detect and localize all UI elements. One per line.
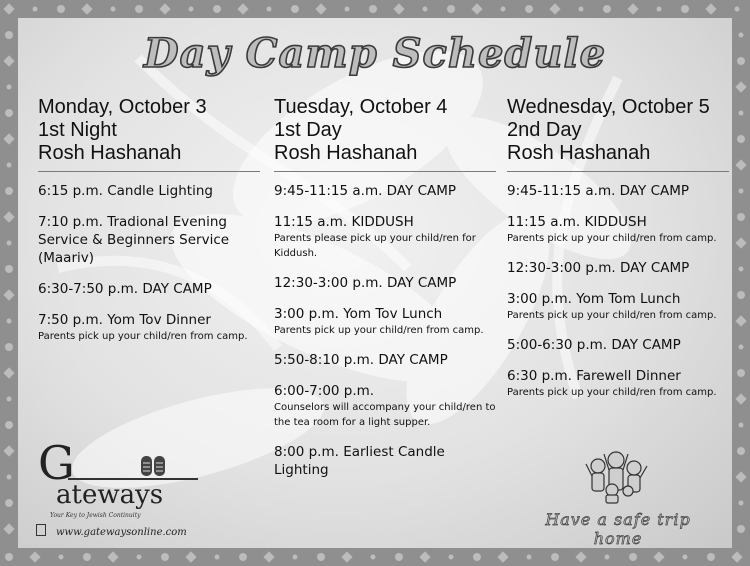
- page-title: Day Camp Schedule: [143, 30, 607, 77]
- schedule-item: [274, 351, 496, 369]
- schedule-item: [507, 367, 729, 400]
- document-icon: [36, 524, 46, 536]
- day-label: 1st Day: [274, 119, 342, 141]
- item-main: 9:45-11:15 a.m. DAY CAMP: [274, 183, 457, 199]
- item-main: 3:00 p.m. Yom Tov Lunch: [274, 306, 443, 322]
- tablets-icon: [138, 450, 168, 478]
- schedule-item: [507, 336, 729, 354]
- item-note: Counselors will accompany your child/ren to the tea room for a light supper.: [274, 402, 496, 428]
- column-header: [507, 96, 729, 172]
- schedule-item: [274, 274, 496, 292]
- item-note: Parents pick up your child/ren from camp.: [507, 387, 717, 398]
- schedule-item: [274, 443, 496, 479]
- holiday-label: Rosh Hashanah: [274, 142, 418, 164]
- children-illustration-icon: [584, 446, 650, 504]
- gateways-logo: [38, 436, 198, 520]
- schedule-item: [507, 290, 729, 323]
- item-main: 12:30-3:00 p.m. DAY CAMP: [274, 275, 457, 291]
- column-header: [274, 96, 496, 172]
- item-note: Parents pick up your child/ren from camp.: [38, 331, 248, 342]
- schedule-item: [274, 305, 496, 338]
- day-column-monday: [38, 96, 260, 357]
- holiday-label: Rosh Hashanah: [38, 142, 182, 164]
- item-main: 11:15 a.m. KIDDUSH: [274, 214, 414, 230]
- schedule-item: [38, 182, 260, 200]
- item-main: 3:00 p.m. Yom Tom Lunch: [507, 291, 681, 307]
- item-main: 12:30-3:00 p.m. DAY CAMP: [507, 260, 690, 276]
- schedule-item: [274, 382, 496, 430]
- website-url: www.gatewaysonline.com: [56, 527, 187, 538]
- item-main: 6:30-7:50 p.m. DAY CAMP: [38, 281, 212, 297]
- day-column-wednesday: [507, 96, 729, 413]
- item-main: 5:50-8:10 p.m. DAY CAMP: [274, 352, 448, 368]
- logo-tagline: Your Key to Jewish Continuity: [50, 512, 141, 519]
- item-main: 11:15 a.m. KIDDUSH: [507, 214, 647, 230]
- item-main: 6:15 p.m. Candle Lighting: [38, 183, 213, 199]
- logo-wordmark: ateways: [56, 480, 164, 510]
- schedule-item: [38, 213, 260, 267]
- item-main: 7:50 p.m. Yom Tov Dinner: [38, 312, 211, 328]
- closing-message: Have a safe trip home: [545, 510, 691, 548]
- website-line: [36, 524, 187, 538]
- day-column-tuesday: [274, 96, 496, 492]
- day-date: Tuesday, October 4: [274, 96, 448, 118]
- column-header: [38, 96, 260, 172]
- day-label: 2nd Day: [507, 119, 582, 141]
- item-main: 9:45-11:15 a.m. DAY CAMP: [507, 183, 690, 199]
- content-panel: [18, 18, 732, 548]
- schedule-item: [507, 213, 729, 246]
- item-main: 7:10 p.m. Tradional Evening Service & Beginners Service (Maariv): [38, 214, 230, 266]
- item-main: 6:00-7:00 p.m.: [274, 383, 375, 399]
- holiday-label: Rosh Hashanah: [507, 142, 651, 164]
- schedule-item: [274, 213, 496, 261]
- day-label: 1st Night: [38, 119, 117, 141]
- item-note: Parents pick up your child/ren from camp.: [507, 233, 717, 244]
- schedule-item: [507, 259, 729, 277]
- item-main: 6:30 p.m. Farewell Dinner: [507, 368, 681, 384]
- day-date: Monday, October 3: [38, 96, 207, 118]
- logo-letter-g: G: [38, 436, 75, 490]
- schedule-item: [38, 311, 260, 344]
- schedule-item: [507, 182, 729, 200]
- item-main: 5:00-6:30 p.m. DAY CAMP: [507, 337, 681, 353]
- item-note: Parents pick up your child/ren from camp.: [274, 325, 484, 336]
- item-main: 8:00 p.m. Earliest Candle Lighting: [274, 444, 445, 478]
- schedule-item: [274, 182, 496, 200]
- schedule-item: [38, 280, 260, 298]
- item-note: Parents pick up your child/ren from camp.: [507, 310, 717, 321]
- item-note: Parents please pick up your child/ren for Kiddush.: [274, 233, 476, 259]
- day-date: Wednesday, October 5: [507, 96, 710, 118]
